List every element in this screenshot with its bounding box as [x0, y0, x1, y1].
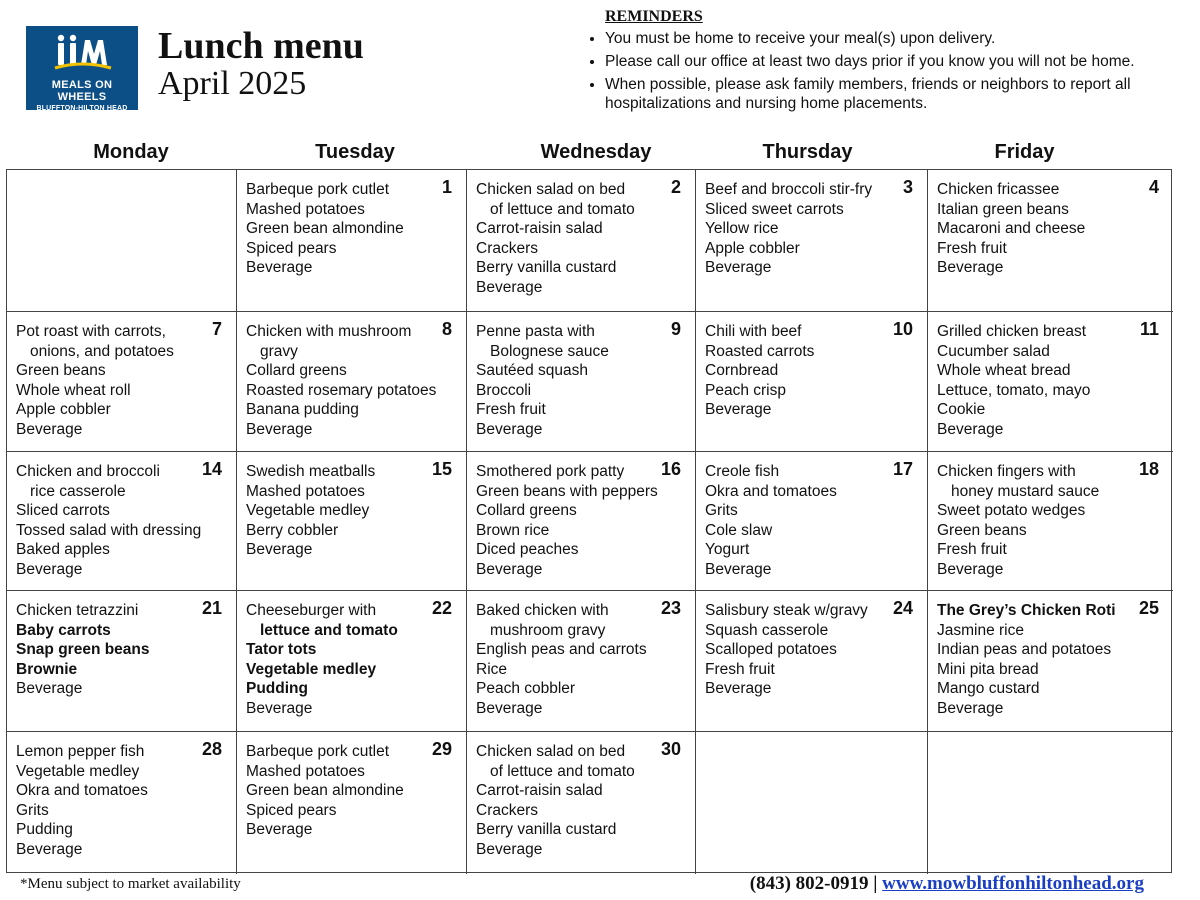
day-cell-monday [7, 591, 237, 732]
day-cell-tuesday [237, 591, 467, 732]
menu-item: onions, and potatoes [30, 342, 174, 360]
menu-item: Beverage [16, 840, 83, 858]
day-number: 4 [1148, 177, 1159, 197]
day-number: 23 [660, 598, 681, 618]
menu-item: Mashed potatoes [246, 482, 365, 500]
day-number: 14 [201, 459, 222, 479]
menu-item: Macaroni and cheese [937, 220, 1086, 238]
menu-item: Berry vanilla custard [476, 821, 617, 839]
day-number: 8 [441, 319, 452, 339]
menu-item: Broccoli [476, 381, 532, 399]
menu-item: Baked apples [16, 541, 110, 559]
menu-item: Okra and tomatoes [705, 482, 837, 500]
menu-item: Beef and broccoli stir-fry [705, 181, 873, 198]
day-number: 11 [1139, 319, 1159, 339]
menu-item: Beverage [476, 560, 543, 578]
day-cell-wednesday [467, 732, 696, 874]
menu-item: English peas and carrots [476, 641, 647, 659]
reminder-item: • Please call our office at least two days prior if you know you will not be home. [605, 52, 1185, 71]
menu-item: Penne pasta with [476, 323, 595, 340]
menu-item: Fresh fruit [937, 239, 1007, 257]
day-header-friday: Friday [994, 141, 1055, 163]
menu-item: Carrot-raisin salad [476, 782, 603, 800]
day-number: 9 [670, 319, 681, 339]
menu-item: Mango custard [937, 680, 1040, 698]
menu-item: Brownie [16, 660, 78, 678]
menu-calendar-grid [6, 169, 1172, 873]
menu-item: Cookie [937, 401, 986, 419]
menu-item: Pudding [246, 680, 308, 698]
menu-item: Crackers [476, 801, 539, 819]
website-link[interactable]: www.mowbluffonhiltonhead.org [882, 873, 1144, 894]
menu-item: Carrot-raisin salad [476, 220, 603, 238]
day-header-monday: Monday [93, 141, 169, 163]
menu-item: Rice [476, 660, 508, 678]
day-number: 10 [892, 319, 913, 339]
menu-item: Sweet potato wedges [937, 502, 1086, 520]
menu-item: Beverage [937, 259, 1004, 277]
menu-item: Green bean almondine [246, 220, 404, 238]
menu-item: Beverage [16, 560, 83, 578]
menu-item: Apple cobbler [16, 401, 111, 419]
menu-item: rice casserole [30, 482, 126, 500]
menu-item: Mashed potatoes [246, 200, 365, 218]
menu-item: Baby carrots [16, 621, 111, 639]
menu-item: Beverage [705, 259, 772, 277]
menu-item: Okra and tomatoes [16, 782, 148, 800]
day-number: 7 [211, 319, 222, 339]
menu-item: Beverage [246, 259, 313, 277]
day-cell-wednesday [467, 591, 696, 732]
menu-item: Green beans with peppers [476, 482, 658, 500]
menu-item: Chicken salad on bed [476, 743, 626, 760]
menu-item: Italian green beans [937, 200, 1069, 218]
day-cell-thursday [696, 170, 928, 312]
day-cell-monday [7, 312, 237, 452]
menu-item: Sliced sweet carrots [705, 200, 844, 218]
menu-item: Snap green beans [16, 641, 150, 659]
menu-item: Fresh fruit [476, 401, 546, 419]
menu-item: Grits [705, 502, 738, 520]
day-cell-wednesday [467, 170, 696, 312]
menu-item: Peach crisp [705, 381, 786, 399]
day-cell-tuesday [237, 452, 467, 591]
menu-item: honey mustard sauce [951, 482, 1100, 500]
day-number: 24 [892, 598, 913, 618]
menu-item: Beverage [937, 420, 1004, 438]
menu-item: Beverage [476, 420, 543, 438]
menu-item: Whole wheat bread [937, 362, 1071, 380]
day-number: 18 [1138, 459, 1159, 479]
contact-info [750, 873, 1144, 895]
menu-item: Yellow rice [705, 220, 779, 238]
meals-on-wheels-logo-icon [47, 32, 117, 72]
menu-item: Vegetable medley [246, 502, 370, 520]
menu-item: lettuce and tomato [260, 621, 398, 639]
menu-item: Salisbury steak w/gravy [705, 602, 868, 619]
menu-item: Beverage [246, 821, 313, 839]
menu-item: Cheeseburger with [246, 602, 377, 619]
menu-item: Beverage [705, 401, 772, 419]
reminders-list [585, 29, 1185, 113]
menu-item: Pudding [16, 821, 73, 839]
menu-item: Beverage [246, 699, 313, 717]
day-cell-monday [7, 452, 237, 591]
menu-item: Chili with beef [705, 323, 802, 340]
menu-item: Lettuce, tomato, mayo [937, 381, 1091, 399]
menu-item: Tator tots [246, 641, 317, 659]
menu-item: Bolognese sauce [490, 342, 609, 360]
menu-item: Roasted carrots [705, 342, 815, 360]
menu-item: Vegetable medley [16, 762, 140, 780]
menu-item: Chicken tetrazzini [16, 602, 139, 619]
day-cell-friday [928, 452, 1173, 591]
day-number: 25 [1138, 598, 1159, 618]
menu-item: Spiced pears [246, 239, 337, 257]
menu-item: Grilled chicken breast [937, 323, 1087, 340]
reminders-heading: REMINDERS [605, 8, 703, 25]
menu-item: Lemon pepper fish [16, 743, 145, 760]
reminders-section [585, 8, 1185, 117]
menu-item: Chicken fingers with [937, 463, 1076, 480]
menu-item: Beverage [937, 699, 1004, 717]
day-number: 22 [431, 598, 452, 618]
day-number: 29 [431, 739, 452, 759]
menu-item: Spiced pears [246, 801, 337, 819]
menu-item: Beverage [476, 278, 543, 296]
menu-item: Beverage [705, 560, 772, 578]
day-cell-thursday [696, 591, 928, 732]
day-number: 30 [660, 739, 681, 759]
empty-day-cell [928, 732, 1173, 874]
menu-item: Roasted rosemary potatoes [246, 381, 437, 399]
menu-item: The Grey’s Chicken Roti [937, 602, 1116, 619]
menu-item: Beverage [246, 420, 313, 438]
menu-item: Berry cobbler [246, 521, 339, 539]
day-number: 16 [660, 459, 681, 479]
menu-item: Pot roast with carrots, [16, 323, 166, 340]
day-number: 17 [892, 459, 913, 479]
menu-item: Green bean almondine [246, 782, 404, 800]
menu-item: Diced peaches [476, 541, 579, 559]
empty-day-cell [7, 170, 237, 312]
menu-item: Chicken fricassee [937, 181, 1060, 198]
menu-item: Green beans [937, 521, 1027, 539]
menu-item: Fresh fruit [705, 660, 775, 678]
day-cell-tuesday [237, 312, 467, 452]
menu-item: Scalloped potatoes [705, 641, 837, 659]
day-cell-friday [928, 312, 1173, 452]
reminder-item: • When possible, please ask family members, friends or neighbors to report all hospitalizations and nursing home placements. [605, 75, 1185, 113]
empty-day-cell [696, 732, 928, 874]
menu-item: Chicken and broccoli [16, 463, 160, 480]
menu-item: Beverage [705, 680, 772, 698]
reminder-item: • You must be home to receive your meal(s) upon delivery. [605, 29, 1185, 48]
day-cell-friday [928, 170, 1173, 312]
page-subtitle: April 2025 [158, 65, 307, 102]
menu-item: Baked chicken with [476, 602, 609, 619]
menu-item: Berry vanilla custard [476, 259, 617, 277]
menu-item: Vegetable medley [246, 660, 377, 678]
menu-item: of lettuce and tomato [490, 762, 635, 780]
menu-item: Sliced carrots [16, 502, 110, 520]
day-header-thursday: Thursday [762, 141, 853, 163]
menu-item: Creole fish [705, 463, 780, 480]
menu-item: Beverage [476, 840, 543, 858]
menu-item: Jasmine rice [937, 621, 1024, 639]
menu-item: Beverage [937, 560, 1004, 578]
day-cell-wednesday [467, 452, 696, 591]
menu-item: Crackers [476, 239, 539, 257]
menu-item: Cornbread [705, 362, 779, 380]
day-number: 21 [201, 598, 222, 618]
menu-item: Brown rice [476, 521, 550, 539]
menu-item: Banana pudding [246, 401, 359, 419]
menu-item: Cole slaw [705, 521, 773, 539]
menu-item: Collard greens [246, 362, 347, 380]
menu-item: Peach cobbler [476, 680, 576, 698]
day-cell-thursday [696, 452, 928, 591]
menu-item: Squash casserole [705, 621, 829, 639]
organization-logo [26, 26, 138, 110]
menu-item: Sautéed squash [476, 362, 589, 380]
day-cell-tuesday [237, 732, 467, 874]
menu-item: Barbeque pork cutlet [246, 181, 390, 198]
day-cell-thursday [696, 312, 928, 452]
day-number: 28 [201, 739, 222, 759]
menu-item: Smothered pork patty [476, 463, 625, 480]
day-number: 15 [431, 459, 452, 479]
menu-item: Chicken salad on bed [476, 181, 626, 198]
menu-item: Collard greens [476, 502, 577, 520]
menu-item: gravy [260, 342, 298, 360]
menu-item: Cucumber salad [937, 342, 1050, 360]
menu-item: Tossed salad with dressing [16, 521, 202, 539]
menu-item: Apple cobbler [705, 239, 800, 257]
menu-item: Grits [16, 801, 49, 819]
menu-item: of lettuce and tomato [490, 200, 635, 218]
menu-item: Green beans [16, 362, 106, 380]
day-cell-friday [928, 591, 1173, 732]
day-header-wednesday: Wednesday [540, 141, 652, 163]
day-header-tuesday: Tuesday [315, 141, 395, 163]
page-title: Lunch menu [158, 25, 364, 67]
menu-item: mushroom gravy [490, 621, 606, 639]
menu-item: Swedish meatballs [246, 463, 376, 480]
day-number: 1 [441, 177, 452, 197]
menu-item: Yogurt [705, 541, 750, 559]
menu-item: Fresh fruit [937, 541, 1007, 559]
menu-item: Chicken with mushroom [246, 323, 412, 340]
logo-text-secondary: BLUFFTON-HILTON HEAD [36, 105, 128, 112]
day-cell-tuesday [237, 170, 467, 312]
day-cell-monday [7, 732, 237, 874]
menu-disclaimer: *Menu subject to market availability [20, 876, 241, 892]
day-cell-wednesday [467, 312, 696, 452]
menu-item: Mashed potatoes [246, 762, 365, 780]
day-number: 3 [902, 177, 913, 197]
menu-item: Beverage [16, 420, 83, 438]
logo-text-primary: MEALS ON WHEELS [51, 79, 113, 103]
menu-item: Barbeque pork cutlet [246, 743, 390, 760]
phone-number: (843) 802-0919 [749, 873, 869, 894]
menu-item: Indian peas and potatoes [937, 641, 1112, 659]
menu-item: Whole wheat roll [16, 381, 131, 399]
day-number: 2 [670, 177, 681, 197]
menu-item: Beverage [476, 699, 543, 717]
menu-item: Mini pita bread [937, 660, 1039, 678]
menu-item: Beverage [16, 680, 83, 698]
contact-separator: | [873, 873, 878, 894]
menu-item: Beverage [246, 541, 313, 559]
